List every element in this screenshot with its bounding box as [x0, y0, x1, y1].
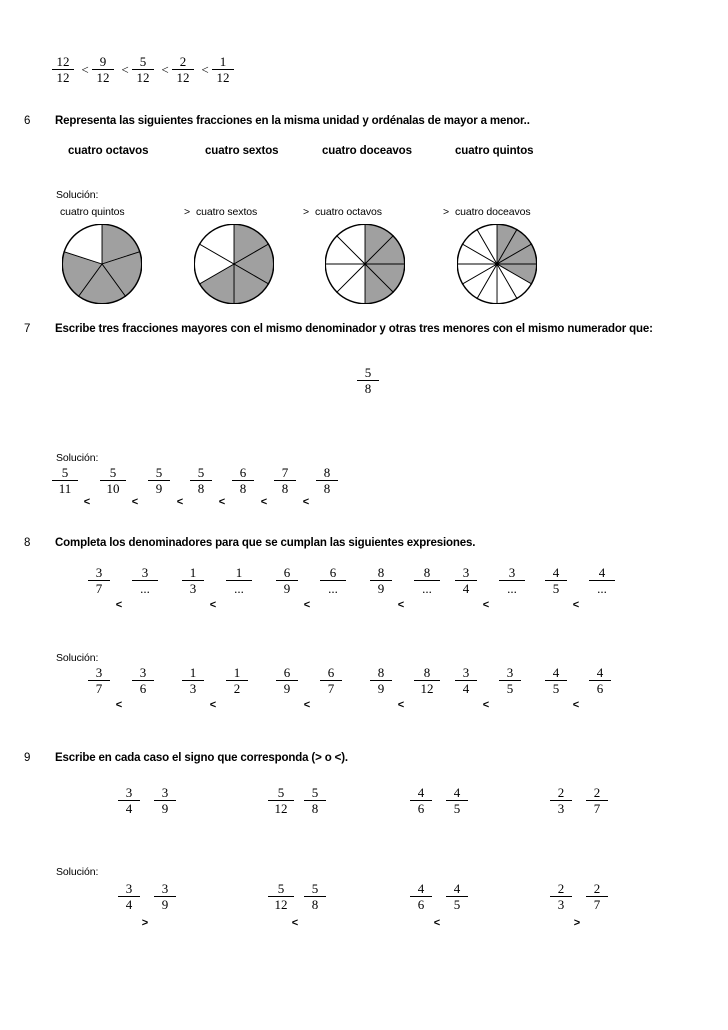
fraction: [226, 566, 252, 595]
fraction-numerator: 3: [141, 565, 149, 580]
fraction-numerator: 6: [283, 565, 291, 580]
fraction-denominator: 7: [95, 681, 103, 696]
exercise-9-number: 9: [24, 752, 31, 764]
fraction-denominator: 8: [364, 381, 372, 396]
fraction: [304, 786, 326, 815]
fraction-numerator: 3: [95, 665, 103, 680]
fraction-denominator: ...: [507, 581, 517, 596]
fraction-numerator: 6: [327, 665, 335, 680]
comparison-operator: <: [302, 496, 310, 508]
exercise-6-term-3: cuatro quintos: [455, 145, 534, 157]
fraction-numerator: 3: [506, 665, 514, 680]
fraction-numerator: 8: [377, 565, 385, 580]
fraction: [132, 666, 154, 695]
comparison-operator: <: [161, 62, 169, 77]
fraction-numerator: 3: [161, 881, 169, 896]
fraction-numerator: 2: [557, 881, 565, 896]
fraction-numerator: 8: [423, 565, 431, 580]
exercise-7-number: 7: [24, 323, 31, 335]
fraction-denominator: 7: [327, 681, 335, 696]
fraction-denominator: ...: [597, 581, 607, 596]
fraction: [586, 786, 608, 815]
fraction-numerator: 3: [125, 881, 133, 896]
fraction-numerator: 12: [56, 54, 70, 69]
fraction-numerator: 1: [189, 565, 197, 580]
exercise-6-term-0: cuatro octavos: [68, 145, 149, 157]
fraction-numerator: 4: [598, 565, 606, 580]
comparison-operator: >: [141, 917, 149, 929]
fraction-denominator: 3: [189, 681, 197, 696]
fraction-denominator: 3: [557, 897, 565, 912]
exercise-6-statement: Representa las siguientes fracciones en la misma unidad y ordénalas de mayor a menor..: [55, 115, 530, 127]
comparison-operator: <: [209, 599, 217, 611]
fraction-denominator: 9: [161, 801, 169, 816]
fraction-numerator: 6: [283, 665, 291, 680]
fraction: [586, 882, 608, 911]
fraction-denominator: 12: [136, 70, 150, 85]
fraction-denominator: 4: [125, 801, 133, 816]
fraction-numerator: 5: [311, 785, 319, 800]
fraction: [190, 466, 212, 495]
fraction: [320, 666, 342, 695]
fraction-numerator: 3: [462, 565, 470, 580]
fraction-numerator: 8: [423, 665, 431, 680]
fraction-denominator: 12: [216, 70, 230, 85]
fraction-denominator: 6: [139, 681, 147, 696]
exercise-7-statement: Escribe tres fracciones mayores con el mismo denominador y otras tres menores con el mismo numerador que:: [55, 323, 653, 335]
comparison-operator: <: [115, 699, 123, 711]
comparison-operator: <: [433, 917, 441, 929]
fraction-denominator: 7: [95, 581, 103, 596]
fraction-numerator: 7: [281, 465, 289, 480]
comparison-operator: <: [209, 699, 217, 711]
comparison-operator: <: [482, 699, 490, 711]
exercise-6-ordered-term-0: cuatro quintos: [60, 206, 125, 218]
exercise-8-statement: Completa los denominadores para que se cumplan las siguientes expresiones.: [55, 537, 476, 549]
fraction: [132, 566, 158, 595]
pie-cuatro-doceavos: [457, 224, 537, 309]
fraction-numerator: 2: [593, 881, 601, 896]
fraction: [455, 666, 477, 695]
fraction-numerator: 1: [219, 54, 227, 69]
fraction-denominator: 8: [311, 801, 319, 816]
fraction-denominator: 5: [552, 681, 560, 696]
fraction: [172, 55, 194, 84]
fraction: [446, 882, 468, 911]
exercise-6-ordered-sign-2: >: [303, 206, 310, 218]
fraction: [132, 55, 154, 84]
fraction: [212, 55, 234, 84]
fraction-numerator: 4: [417, 881, 425, 896]
fraction: [370, 566, 392, 595]
fraction: [52, 466, 78, 495]
fraction-denominator: 4: [462, 681, 470, 696]
fraction-denominator: 12: [274, 801, 288, 816]
fraction-denominator: 10: [106, 481, 120, 496]
comparison-operator: <: [115, 599, 123, 611]
fraction: [455, 566, 477, 595]
fraction: [320, 566, 346, 595]
fraction-denominator: ...: [140, 581, 150, 596]
fraction: [118, 786, 140, 815]
fraction: [550, 882, 572, 911]
fraction-denominator: 6: [417, 897, 425, 912]
fraction: [52, 55, 74, 84]
comparison-operator: <: [83, 496, 91, 508]
fraction: [545, 666, 567, 695]
fraction-denominator: 12: [274, 897, 288, 912]
fraction-denominator: 3: [189, 581, 197, 596]
exercise-6-ordered-term-2: cuatro octavos: [315, 206, 382, 218]
fraction-denominator: 12: [56, 70, 70, 85]
fraction: [410, 786, 432, 815]
fraction-numerator: 4: [552, 565, 560, 580]
fraction: [268, 882, 294, 911]
fraction-numerator: 3: [125, 785, 133, 800]
fraction-denominator: 9: [377, 681, 385, 696]
exercise-9-statement: Escribe en cada caso el signo que corresponda (> o <).: [55, 752, 348, 764]
comparison-operator: <: [131, 496, 139, 508]
fraction-numerator: 5: [197, 465, 205, 480]
fraction: [182, 566, 204, 595]
fraction-denominator: 9: [283, 681, 291, 696]
fraction: [92, 55, 114, 84]
fraction-numerator: 8: [377, 665, 385, 680]
fraction-numerator: 3: [139, 665, 147, 680]
fraction-numerator: 1: [235, 565, 243, 580]
fraction: [154, 786, 176, 815]
fraction: [276, 566, 298, 595]
fraction: [545, 566, 567, 595]
comparison-operator: <: [201, 62, 209, 77]
fraction-denominator: 7: [593, 897, 601, 912]
exercise-7-reference-fraction: [357, 366, 379, 395]
fraction-numerator: 1: [233, 665, 241, 680]
fraction: [499, 666, 521, 695]
fraction-denominator: 4: [125, 897, 133, 912]
exercise-7-solution-label: Solución:: [56, 452, 99, 464]
fraction: [100, 466, 126, 495]
fraction: [499, 566, 525, 595]
fraction-denominator: 8: [197, 481, 205, 496]
exercise-6-solution-label: Solución:: [56, 189, 99, 201]
fraction-numerator: 2: [179, 54, 187, 69]
fraction: [370, 666, 392, 695]
fraction: [268, 786, 294, 815]
fraction: [182, 666, 204, 695]
fraction-numerator: 5: [277, 881, 285, 896]
fraction: [410, 882, 432, 911]
fraction: [276, 666, 298, 695]
fraction: [414, 666, 440, 695]
fraction-denominator: 8: [239, 481, 247, 496]
fraction-numerator: 6: [239, 465, 247, 480]
fraction-denominator: 11: [58, 481, 72, 496]
exercise-6-term-2: cuatro doceavos: [322, 145, 412, 157]
exercise-8-solution-label: Solución:: [56, 652, 99, 664]
fraction-denominator: ...: [422, 581, 432, 596]
fraction-numerator: 3: [462, 665, 470, 680]
exercise-6-ordered-term-1: cuatro sextos: [196, 206, 258, 218]
fraction: [550, 786, 572, 815]
fraction: [226, 666, 248, 695]
exercise-9-solution-label: Solución:: [56, 866, 99, 878]
fraction: [316, 466, 338, 495]
fraction-denominator: 2: [233, 681, 241, 696]
fraction-numerator: 3: [161, 785, 169, 800]
fraction-denominator: 9: [155, 481, 163, 496]
fraction-denominator: 5: [552, 581, 560, 596]
comparison-operator: <: [572, 699, 580, 711]
fraction: [304, 882, 326, 911]
comparison-operator: <: [482, 599, 490, 611]
fraction-denominator: ...: [234, 581, 244, 596]
fraction-numerator: 4: [417, 785, 425, 800]
fraction-numerator: 4: [453, 881, 461, 896]
fraction-denominator: 9: [161, 897, 169, 912]
fraction-denominator: ...: [328, 581, 338, 596]
exercise-6-ordered-sign-3: >: [443, 206, 450, 218]
comparison-operator: <: [397, 699, 405, 711]
comparison-operator: <: [291, 917, 299, 929]
comparison-operator: <: [218, 496, 226, 508]
fraction-denominator: 8: [323, 481, 331, 496]
fraction-denominator: 8: [281, 481, 289, 496]
pie-cuatro-octavos: [325, 224, 405, 309]
fraction-numerator: 2: [557, 785, 565, 800]
fraction-numerator: 5: [364, 365, 372, 380]
comparison-operator: >: [573, 917, 581, 929]
fraction: [88, 566, 110, 595]
fraction: [232, 466, 254, 495]
fraction-numerator: 1: [189, 665, 197, 680]
fraction-numerator: 4: [453, 785, 461, 800]
fraction-numerator: 8: [323, 465, 331, 480]
comparison-operator: <: [397, 599, 405, 611]
fraction-denominator: 6: [596, 681, 604, 696]
exercise-8-number: 8: [24, 537, 31, 549]
fraction-denominator: 12: [96, 70, 110, 85]
pie-cuatro-sextos: [194, 224, 274, 309]
fraction-denominator: 8: [311, 897, 319, 912]
exercise-6-ordered-term-3: cuatro doceavos: [455, 206, 531, 218]
fraction: [589, 566, 615, 595]
fraction: [118, 882, 140, 911]
fraction: [589, 666, 611, 695]
fraction-numerator: 5: [61, 465, 69, 480]
fraction-numerator: 9: [99, 54, 107, 69]
comparison-operator: <: [81, 62, 89, 77]
fraction-numerator: 4: [596, 665, 604, 680]
fraction-denominator: 5: [506, 681, 514, 696]
fraction-numerator: 5: [109, 465, 117, 480]
comparison-operator: <: [121, 62, 129, 77]
fraction-denominator: 5: [453, 801, 461, 816]
comparison-operator: <: [303, 599, 311, 611]
comparison-operator: <: [260, 496, 268, 508]
fraction-numerator: 2: [593, 785, 601, 800]
fraction-denominator: 7: [593, 801, 601, 816]
fraction-numerator: 6: [329, 565, 337, 580]
comparison-operator: <: [176, 496, 184, 508]
fraction-denominator: 5: [453, 897, 461, 912]
fraction-numerator: 5: [155, 465, 163, 480]
fraction-numerator: 4: [552, 665, 560, 680]
fraction-numerator: 3: [508, 565, 516, 580]
fraction: [414, 566, 440, 595]
fraction: [88, 666, 110, 695]
fraction-denominator: 3: [557, 801, 565, 816]
fraction-denominator: 12: [176, 70, 190, 85]
fraction-numerator: 5: [277, 785, 285, 800]
fraction-denominator: 9: [283, 581, 291, 596]
fraction: [154, 882, 176, 911]
fraction-denominator: 6: [417, 801, 425, 816]
fraction-denominator: 4: [462, 581, 470, 596]
exercise-6-term-1: cuatro sextos: [205, 145, 279, 157]
fraction-denominator: 9: [377, 581, 385, 596]
fraction: [274, 466, 296, 495]
pie-cuatro-quintos: [62, 224, 142, 309]
exercise-6-number: 6: [24, 115, 31, 127]
fraction: [148, 466, 170, 495]
fraction: [446, 786, 468, 815]
comparison-operator: <: [572, 599, 580, 611]
comparison-operator: <: [303, 699, 311, 711]
fraction-numerator: 3: [95, 565, 103, 580]
fraction-numerator: 5: [311, 881, 319, 896]
exercise-6-ordered-sign-1: >: [184, 206, 191, 218]
fraction-denominator: 12: [420, 681, 434, 696]
fraction-numerator: 5: [139, 54, 147, 69]
